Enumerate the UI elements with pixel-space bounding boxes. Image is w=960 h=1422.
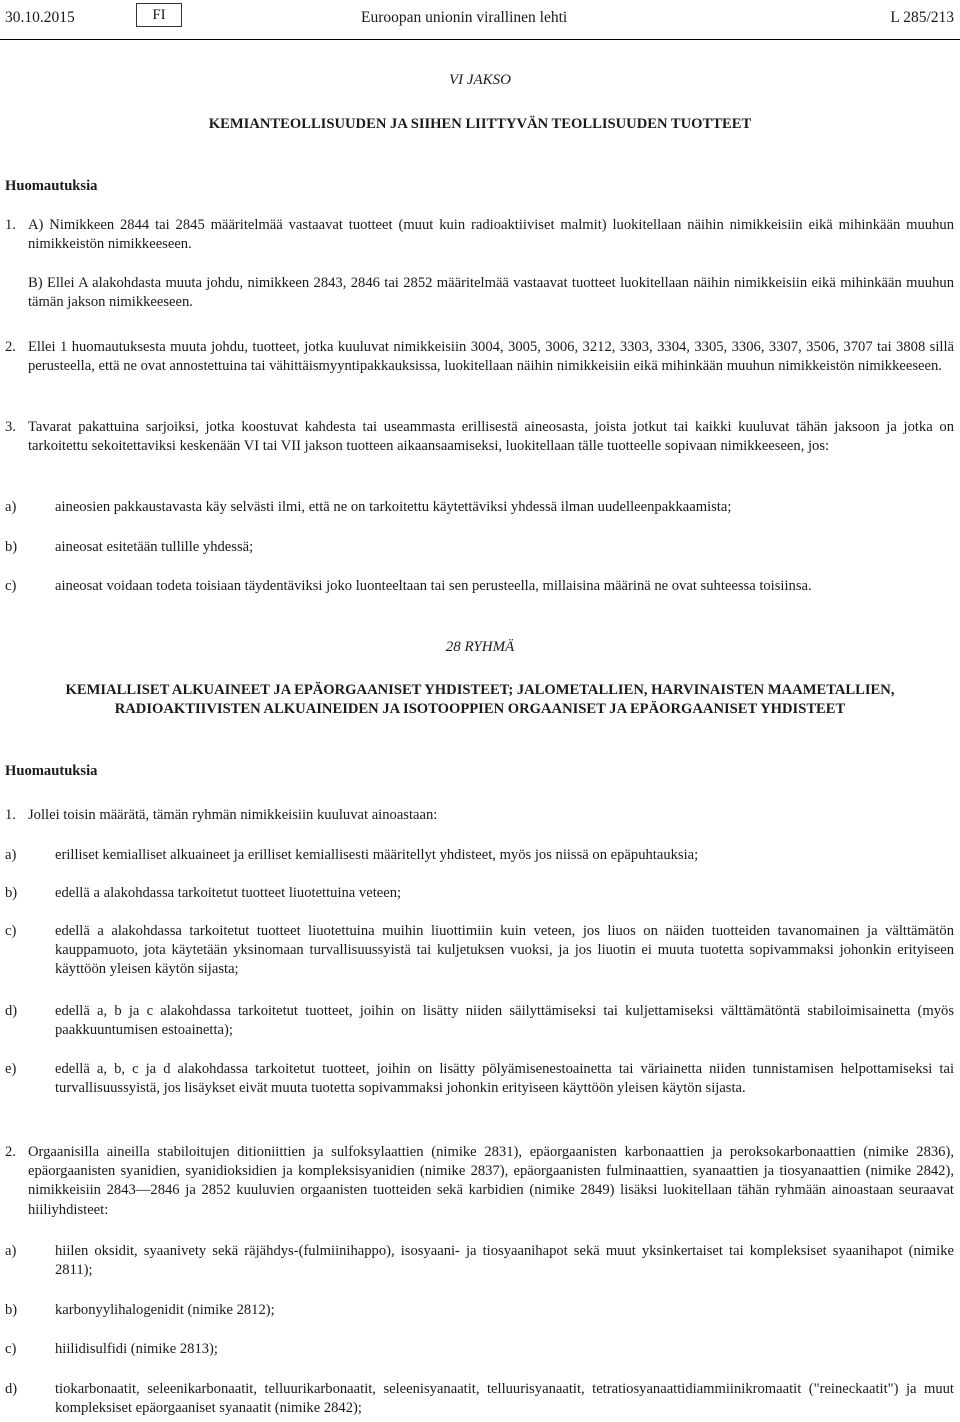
chapter-title-line-1: KEMIALLISET ALKUAINEET JA EPÄORGAANISET YHDISTEET; JALOMETALLIEN, HARVINAISTEN MAAMETALLIEN, (65, 682, 895, 698)
item-text: aineosien pakkaustavasta käy selvästi ilmi, että ne on tarkoitettu käytettäviksi yhdessä ilman uudelleenpakkaamista; (55, 499, 732, 515)
item-text: erilliset kemialliset alkuaineet ja erilliset kemiallisesti määritellyt yhdisteet, myös jos niissä on epäpuhtauksia; (55, 847, 699, 863)
note-text: A) Nimikkeen 2844 tai 2845 määritelmää vastaavat tuotteet (muut kuin radioaktiiviset malmit) luokitellaan näihin nimikkeisiin eikä mihinkään muuhun nimikkeistön nimikkeeseen. (28, 217, 954, 253)
note-text: Jollei toisin määrätä, tämän ryhmän nimikkeisiin kuuluvat ainoastaan: (28, 807, 438, 823)
item-text: hiilidisulfidi (nimike 2813); (55, 1341, 218, 1357)
language-box: FI (136, 3, 182, 27)
item-text: edellä a alakohdassa tarkoitetut tuotteet liuotettuina muihin liuottimiin kuin veteen, jos liuos on näiden tuotteiden tavanomainen ja välttämätön kauppamuoto, jota käytetään yksinomaan turvallisuussyistä tai kuljetuksen vuoksi, ja jos liuotin ei muuta tuotetta sopivammaksi johonkin erityiseen käyttöön yleisen käytön sijasta; (55, 923, 954, 978)
item-text: tiokarbonaatit, seleenikarbonaatit, telluurikarbonaatit, seleenisyanaatit, telluurisyanaatit, tetratiosyanaattidiammiinikromaatit ("reineckaatit") ja muut kompleksiset epäorgaaniset syanaatit (nimike 2842); (55, 1381, 954, 1417)
item-text: hiilen oksidit, syaanivety sekä räjähdys-(fulmiinihappo), isosyaani- ja tiosyaanihapot sekä muut yksinkertaiset tai kompleksiset syaanihapot (nimike 2811); (55, 1243, 954, 1279)
item-marker: a) (5, 847, 17, 863)
note-number: 1. (5, 807, 16, 823)
item-text: aineosat esitetään tullille yhdessä; (55, 539, 254, 555)
item-marker: a) (5, 1243, 17, 1259)
note-text: Tavarat pakattuina sarjoiksi, jotka koostuvat kahdesta tai useammasta erillisestä aineosasta, joista jotkut tai kaikki kuuluvat tähän jaksoon ja jotka on tarkoitettu sekoitettaviksi keskenään VI tai VII jakson tuotteen aikaansaamiseksi, luokitellaan tälle tuotteelle sopivaan nimikkeeseen, jos: (28, 419, 954, 455)
journal-title: Euroopan unionin virallinen lehti (361, 9, 568, 26)
note-number: 3. (5, 419, 16, 435)
page-number: L 285/213 (890, 9, 954, 26)
section-title: KEMIANTEOLLISUUDEN JA SIIHEN LIITTYVÄN TEOLLISUUDEN TUOTTEET (208, 116, 752, 132)
header-rule (0, 39, 960, 40)
item-marker: c) (5, 578, 17, 594)
item-marker: c) (5, 1341, 17, 1357)
note-text: B) Ellei A alakohdasta muuta johdu, nimikkeen 2843, 2846 tai 2852 määritelmää vastaavat tuotteet luokitellaan näihin nimikkeisiin eikä mihinkään muuhun tämän jakson nimikkeeseen. (28, 275, 954, 311)
note-number: 2. (5, 339, 16, 355)
chapter-title-line-2: RADIOAKTIIVISTEN ALKUAINEIDEN JA ISOTOOPPIEN ORGAANISET JA EPÄORGAANISET YHDISTEET (114, 701, 846, 717)
item-marker: d) (5, 1381, 18, 1397)
item-text: aineosat voidaan todeta toisiaan täydentäviksi joko luonteeltaan tai sen perusteella, millaisina määrinä ne ovat suhteessa toisiinsa. (55, 578, 812, 594)
item-marker: b) (5, 1302, 18, 1318)
note-text: Ellei 1 huomautuksesta muuta johdu, tuotteet, jotka kuuluvat nimikkeisiin 3004, 3005, 3006, 3212, 3303, 3304, 3305, 3306, 3307, 3506, 3707 tai 3808 sillä perusteella, että ne ovat annostettuina tai vähittäismyyntipakkauksissa, luokitellaan näihin nimikkeisiin eikä mihinkään muuhun nimikkeistön nimikkeeseen. (28, 339, 954, 375)
item-marker: a) (5, 499, 17, 515)
item-text: karbonyylihalogenidit (nimike 2812); (55, 1302, 275, 1318)
item-marker: d) (5, 1003, 18, 1019)
section-notes-heading: Huomautuksia (5, 178, 98, 194)
item-marker: b) (5, 885, 18, 901)
section-label: VI JAKSO (448, 72, 512, 88)
item-text: edellä a alakohdassa tarkoitetut tuotteet liuotettuina veteen; (55, 885, 402, 901)
page-header (0, 8, 960, 28)
publication-date: 30.10.2015 (5, 9, 75, 26)
item-marker: c) (5, 923, 17, 939)
note-number: 1. (5, 217, 16, 233)
item-text: edellä a, b ja c alakohdassa tarkoitetut tuotteet, joihin on lisätty niiden säilyttämiseksi tai kuljettamiseksi välttämätöntä stabiloimisainetta (myös paakkuuntumisen estoainetta); (55, 1003, 954, 1039)
item-text: edellä a, b, c ja d alakohdassa tarkoitetut tuotteet, joihin on lisätty pölyämisenestoainetta tai väriainetta niiden tunnistamisen helpottamiseksi tai turvallisuussyistä, jos lisäykset eivät muuta tuotetta sopivammaksi johonkin erityiseen käyttöön yleisen käytön sijasta. (55, 1061, 954, 1097)
chapter-notes-heading: Huomautuksia (5, 763, 98, 779)
note-number: 2. (5, 1144, 16, 1160)
item-marker: b) (5, 539, 18, 555)
note-text: Orgaanisilla aineilla stabiloitujen ditioniittien ja sulfoksylaattien (nimike 2831), epäorgaanisten karbonaattien ja peroksokarbonaattien (nimike 2836), epäorgaanisten syanidien, syanidioksidien ja kompleksisyanidien (nimike 2837), epäorgaanisten fulminaattien, syanaattien ja tiosyanaattien (nimike 2842), nimikkeisiin 2843—2846 ja 2852 kuuluvien orgaanisten tuotteiden sekä karbidien (nimike 2849) lisäksi luokitellaan tähän ryhmään ainoastaan seuraavat hiiliyhdisteet: (28, 1144, 954, 1218)
item-marker: e) (5, 1061, 17, 1077)
chapter-label: 28 RYHMÄ (445, 639, 515, 655)
